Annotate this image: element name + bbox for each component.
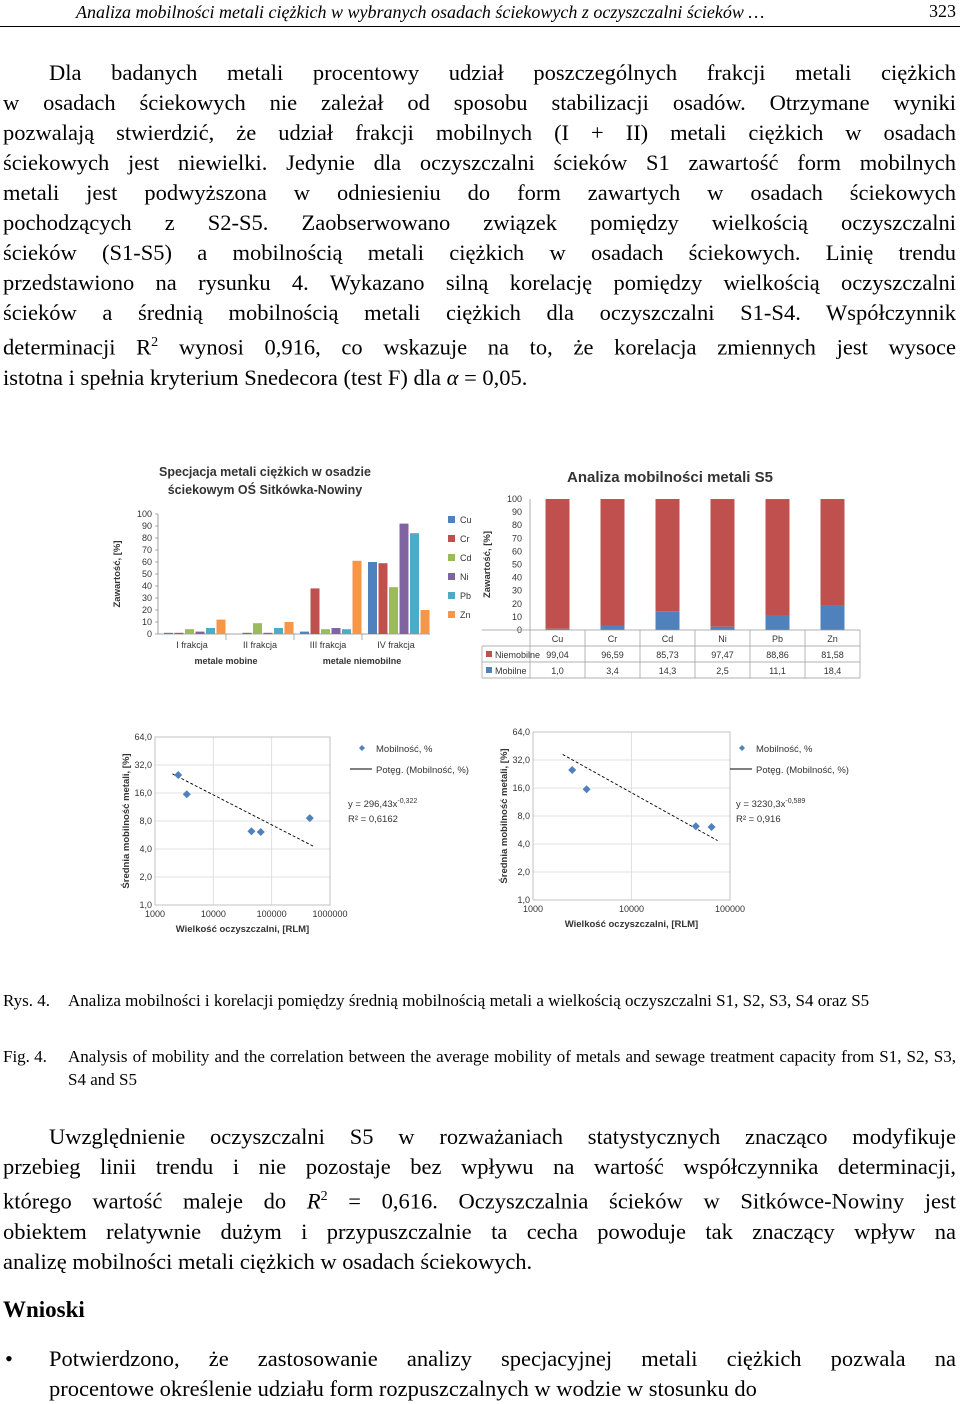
bar-niemobilne — [656, 499, 680, 611]
x-tick-label: 100000 — [714, 904, 746, 914]
y-axis-label: Średnia mobilność metali, [%] — [121, 753, 132, 889]
bullet-text — [49, 1344, 956, 1404]
y-tick-label: 60 — [141, 557, 152, 567]
y-tick-label: 32,0 — [512, 755, 530, 765]
category-label: Zn — [827, 634, 838, 644]
bullet-item — [3, 1344, 956, 1404]
r-symbol: R — [306, 1188, 321, 1214]
legend-label: Potęg. (Mobilność, %) — [376, 765, 469, 776]
y-tick-label: 1,0 — [139, 900, 152, 910]
bar-ni — [332, 628, 341, 634]
trend-equation-exponent: -0,322 — [397, 798, 418, 805]
y-tick-label: 8,0 — [517, 811, 530, 821]
body-paragraph-2 — [3, 1122, 956, 1277]
bar-zn — [421, 610, 430, 634]
para2-line: przebieg linii trendu i nie pozostaje bez wpływu na wartość współczynnika determinacji, — [3, 1154, 956, 1179]
data-label: 11,1 — [769, 666, 786, 676]
category-label: Pb — [771, 634, 784, 644]
para1-line: pochodzących z S2-S5. Zaobserwowano związek pomiędzy wielkością oczyszczalni — [3, 210, 956, 235]
y-tick-label: 0 — [516, 625, 522, 635]
running-header — [0, 0, 960, 27]
bar-cd — [321, 629, 330, 634]
caption-text: Analysis of mobility and the correlation between the average mobility of metals and sewage treatment capacity from S1, S2, S3, S4 and S5 — [68, 1047, 956, 1089]
para1-line: ścieków a średnią mobilnością metali ciężkich dla oczyszczalni S1-S4. Współczynnik — [3, 300, 956, 325]
y-tick-label: 100 — [136, 509, 152, 519]
y-tick-label: 64,0 — [512, 727, 530, 737]
legend-label: Cr — [460, 534, 470, 544]
x-tick-label: 1000 — [144, 909, 166, 919]
bar-zn — [353, 561, 362, 634]
bar-mobilne — [656, 611, 680, 630]
para1-line: ścieków (S1-S5) a mobilnością metali ciężkich w osadach ściekowych. Linię trendu — [3, 240, 956, 265]
y-tick-label: 20 — [511, 598, 522, 609]
bar-cu — [300, 632, 309, 634]
y-tick-label: 16,0 — [134, 788, 152, 798]
para1-line: metali jest podwyższona w odniesieniu do form zawartych w osadach ściekowych — [3, 180, 956, 205]
legend-swatch — [448, 592, 455, 599]
bar-cd — [185, 629, 194, 634]
para2-line: obiektem relatywnie dużym i przypuszczalnie ta cecha powoduje tak znaczący wpływ na — [3, 1218, 956, 1244]
y-tick-label: 30 — [141, 593, 152, 603]
y-tick-label: 64,0 — [134, 732, 152, 742]
data-label: 14,3 — [658, 666, 677, 676]
para1-text: istotna i spełnia kryterium Snedecora (test F) dla — [3, 364, 447, 390]
section-heading: Wnioski — [3, 1297, 85, 1322]
y-tick-label: 10 — [511, 611, 522, 622]
data-label: 99,04 — [546, 650, 569, 660]
y-tick-label: 40 — [511, 572, 522, 583]
data-point — [583, 785, 591, 793]
data-point — [568, 766, 576, 774]
data-label: 88,86 — [766, 650, 789, 660]
para1-line — [3, 363, 956, 393]
trend-line — [173, 774, 314, 846]
y-tick-label: 50 — [141, 569, 152, 579]
superscript: 2 — [320, 1189, 328, 1204]
legend-swatch — [448, 611, 455, 618]
para1-text: wynosi 0,916, co wskazuje na to, że korelacja zmiennych jest wysoce — [158, 334, 957, 360]
bullet-line: procentowe określenie udziału form rozpuszczalnych w wodzie w stosunku do — [49, 1376, 757, 1401]
x-tick-label: 10000 — [200, 909, 226, 919]
bar-ni — [400, 524, 409, 634]
y-tick-label: 80 — [141, 533, 152, 543]
figure-svg — [90, 412, 870, 952]
group-label: metale niemobilne — [322, 656, 402, 666]
legend-label: Pb — [460, 591, 472, 601]
category-label: Cd — [661, 634, 674, 644]
bar-niemobilne — [766, 499, 790, 615]
caption-en — [3, 1045, 956, 1091]
bar-niemobilne — [546, 499, 570, 629]
data-label: 96,59 — [601, 650, 624, 660]
para1-line: w osadach ściekowych nie zależał od sposobu stabilizacji osadów. Otrzymane wyniki — [3, 90, 956, 115]
category-label: Ni — [718, 634, 727, 644]
para2-line: Uwzględnienie oczyszczalni S5 w rozważaniach statystycznych znacząco modyfikuje — [49, 1124, 956, 1149]
y-tick-label: 90 — [141, 521, 152, 531]
data-point — [708, 823, 716, 831]
data-point — [692, 822, 700, 830]
bullet-line: Potwierdzono, że zastosowanie analizy specjacyjnej metali ciężkich pozwala na — [49, 1346, 956, 1371]
category-label: I frakcja — [176, 640, 208, 650]
data-label: 85,73 — [656, 650, 679, 660]
legend-label: Mobilność, % — [376, 744, 433, 755]
bullet-symbol: • — [5, 1346, 13, 1371]
superscript: 2 — [151, 335, 159, 350]
chart-title: Specjacja metali ciężkich w osadzie — [159, 465, 371, 479]
x-axis-label: Wielkość oczyszczalni, [RLM] — [175, 924, 310, 935]
row-label: Mobilne — [495, 666, 527, 676]
chart-title: Analiza mobilności metali S5 — [567, 469, 773, 486]
para1-line: Dla badanych metali procentowy udział poszczególnych frakcji metali ciężkich — [49, 60, 956, 85]
y-tick-label: 10 — [141, 617, 152, 627]
bar-mobilne — [601, 626, 625, 630]
data-label: 3,4 — [606, 666, 619, 676]
y-tick-label: 70 — [141, 545, 152, 555]
y-tick-label: 20 — [141, 605, 152, 615]
para2-text: = 0,616. Oczyszczalnia ścieków w Sitkówce-Nowiny jest — [327, 1188, 956, 1214]
y-tick-label: 16,0 — [512, 783, 530, 793]
y-axis-label: Zawartość, [%] — [482, 530, 493, 599]
bar-cr — [311, 588, 320, 634]
data-point — [247, 827, 255, 835]
para2-line: analizę mobilności metali ciężkich w osadach ściekowych. — [3, 1248, 533, 1274]
legend-label: Potęg. (Mobilność, %) — [756, 765, 849, 776]
legend-label: Cd — [460, 553, 472, 563]
y-axis-label: Zawartość, [%] — [112, 540, 123, 608]
para1-line — [3, 328, 956, 363]
chart-title: ściekowym OŚ Sitkówka-Nowiny — [167, 483, 363, 497]
bar-niemobilne — [601, 499, 625, 626]
legend-swatch — [448, 535, 455, 542]
chart-mobility-s5 — [482, 469, 860, 678]
y-tick-label: 0 — [146, 629, 152, 639]
bar-cu — [368, 562, 377, 634]
para1-line: ściekowych jest niewielki. Jedynie dla oczyszczalni ścieków S1 zawartość form mobilnych — [3, 150, 956, 175]
legend-marker — [359, 745, 365, 751]
x-tick-label: 100000 — [256, 909, 287, 919]
para1-line: pozwalają stwierdzić, że udział frakcji mobilnych (I + II) metali ciężkich w osadach — [3, 120, 956, 145]
legend-label: Mobilność, % — [756, 744, 813, 755]
data-label: 18,4 — [823, 666, 842, 676]
data-point — [174, 771, 182, 779]
trend-equation-exponent: -0,589 — [785, 798, 806, 805]
data-label: 1,0 — [551, 666, 564, 676]
category-label: IV frakcja — [377, 640, 415, 650]
alpha-symbol: α — [446, 364, 459, 390]
legend-swatch — [448, 516, 455, 523]
data-label: 97,47 — [711, 650, 734, 660]
page-number: 323 — [929, 1, 956, 21]
bar-pb — [274, 628, 283, 634]
r-squared: R² = 0,916 — [736, 814, 781, 825]
y-tick-label: 2,0 — [517, 867, 530, 877]
bar-pb — [342, 629, 351, 634]
para1-line: przedstawiono na rysunku 4. Wykazano silną korelację pomiędzy wielkością oczyszczalni — [3, 270, 956, 295]
r-squared: R² = 0,6162 — [348, 814, 398, 825]
row-label: Niemobilne — [495, 650, 541, 660]
bar-niemobilne — [711, 499, 735, 627]
caption-text: Analiza mobilności i korelacji pomiędzy średnią mobilnością metali a wielkością oczyszczalni S1, S2, S3, S4 oraz S5 — [68, 991, 870, 1010]
para2-line — [3, 1182, 956, 1217]
para1-text: = 0,05. — [458, 364, 528, 390]
chart-scatter-s1-s5 — [120, 732, 469, 935]
bar-cd — [389, 587, 398, 634]
bar-mobilne — [821, 606, 845, 630]
category-label: II frakcja — [242, 640, 278, 650]
y-tick-label: 30 — [511, 585, 522, 596]
bar-ni — [264, 633, 273, 634]
y-tick-label: 2,0 — [139, 872, 152, 882]
y-tick-label: 32,0 — [134, 760, 152, 770]
legend-swatch — [486, 651, 492, 657]
category-label: Cr — [607, 634, 618, 644]
y-tick-label: 80 — [511, 520, 522, 531]
chart-speciation — [112, 465, 472, 666]
bar-ni — [196, 632, 205, 634]
y-tick-label: 70 — [511, 533, 522, 544]
bar-cd — [253, 623, 262, 634]
trend-equation: $y = 296,43x^{-0,322}$ — [348, 798, 418, 810]
y-tick-label: 8,0 — [139, 816, 152, 826]
bar-mobilne — [766, 615, 790, 630]
y-tick-label: 4,0 — [139, 844, 152, 854]
legend-label: Zn — [460, 610, 471, 620]
running-title: Analiza mobilności metali ciężkich w wybranych osadach ściekowych z oczyszczalni ścieków … — [76, 2, 765, 22]
bar-pb — [410, 533, 419, 634]
body-paragraph-1 — [3, 58, 956, 393]
bar-cu — [164, 633, 173, 634]
legend-swatch — [448, 573, 455, 580]
category-label: III frakcja — [309, 640, 347, 650]
trend-equation: $y = 3230,3x^{-0,589}$ — [736, 798, 806, 810]
y-tick-label: 90 — [511, 507, 522, 518]
bar-zn — [217, 620, 226, 634]
legend-swatch — [448, 554, 455, 561]
legend-marker — [739, 745, 745, 751]
legend-label: Cu — [460, 515, 472, 525]
bar-cr — [175, 633, 184, 634]
legend-label: Ni — [460, 572, 469, 582]
y-tick-label: 4,0 — [517, 839, 530, 849]
para1-text: determinacji R — [3, 334, 152, 360]
y-tick-label: 40 — [141, 581, 152, 591]
data-label: 81,58 — [821, 650, 844, 660]
x-tick-label: 1000000 — [312, 909, 348, 919]
para2-text: którego wartość maleje do — [3, 1188, 307, 1214]
y-tick-label: 1,0 — [517, 895, 530, 905]
legend-swatch — [486, 667, 492, 673]
caption-label: Fig. 4. — [3, 1047, 47, 1066]
caption-label: Rys. 4. — [3, 991, 51, 1010]
y-tick-label: 100 — [506, 494, 522, 504]
bar-cr — [243, 633, 252, 634]
y-axis-label: Średnia mobilność metali, [%] — [499, 748, 510, 884]
group-label: metale mobine — [194, 656, 258, 666]
chart-scatter-s1-s4 — [498, 727, 849, 930]
data-label: 2,5 — [716, 666, 729, 676]
category-label: Cu — [551, 634, 564, 644]
bar-cr — [379, 563, 388, 634]
data-point — [183, 790, 191, 798]
y-tick-label: 50 — [511, 559, 522, 570]
x-tick-label: 1000 — [522, 904, 544, 914]
x-tick-label: 10000 — [618, 904, 645, 914]
figure-4 — [90, 412, 870, 952]
bar-niemobilne — [821, 499, 845, 606]
y-tick-label: 60 — [511, 546, 522, 557]
bar-pb — [206, 628, 215, 634]
data-point — [257, 828, 265, 836]
x-axis-label: Wielkość oczyszczalni, [RLM] — [564, 919, 699, 930]
bar-zn — [285, 622, 294, 634]
caption-pl — [3, 989, 956, 1012]
bar-mobilne — [711, 627, 735, 630]
